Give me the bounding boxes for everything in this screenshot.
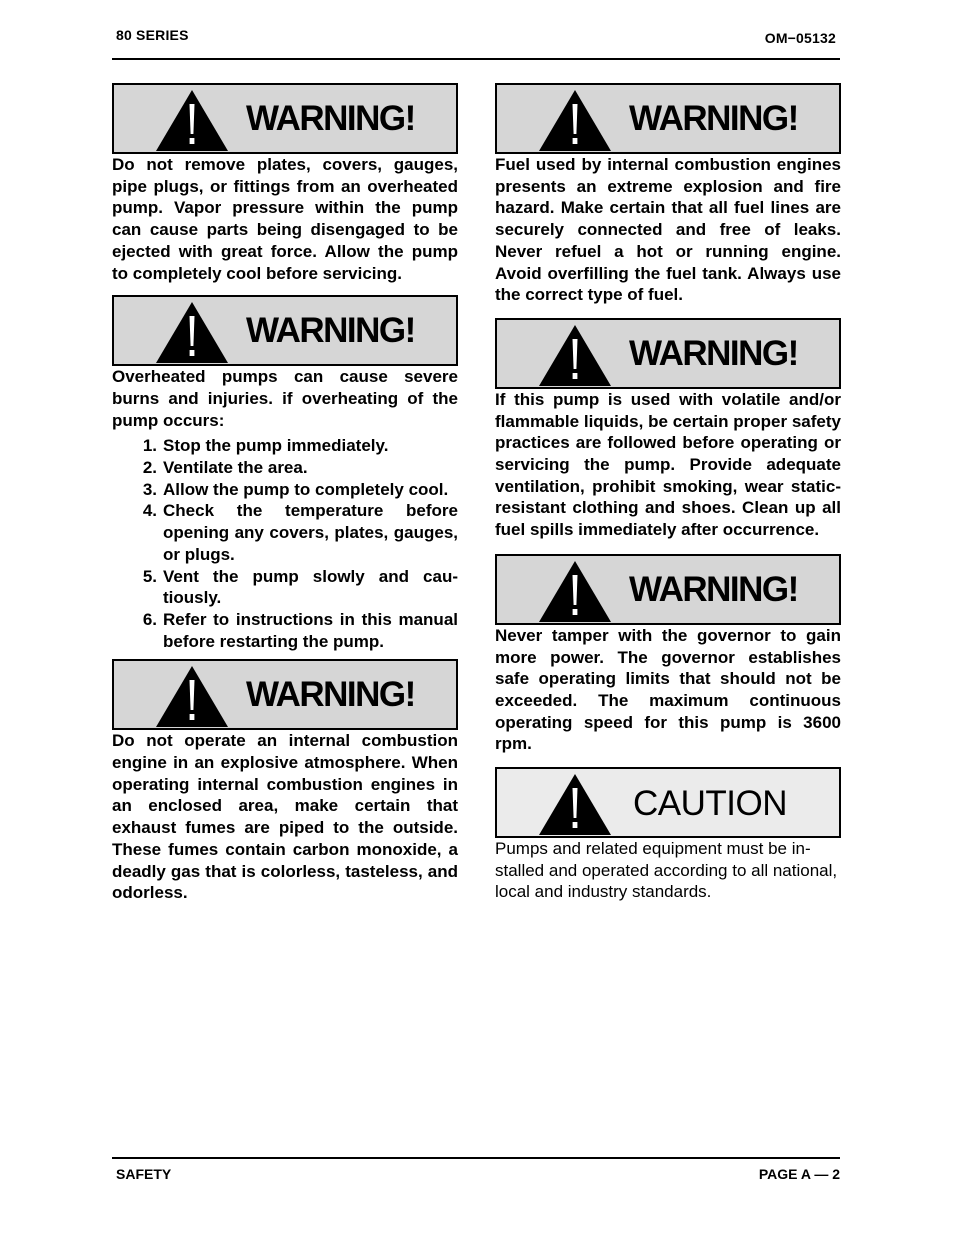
footer-rule (112, 1157, 840, 1159)
warning-triangle-icon (154, 300, 230, 364)
list-item (112, 435, 458, 457)
list-item (112, 500, 458, 565)
warning-triangle-icon (537, 323, 613, 387)
list-item (112, 609, 458, 652)
warning-triangle-icon (537, 88, 613, 152)
footer-section: SAFETY (116, 1166, 172, 1182)
step-text: Refer to instructions in this manual before restarting the pump. (163, 609, 458, 651)
warning-banner (112, 659, 458, 730)
warning-banner (112, 295, 458, 366)
warning-label: WARNING! (629, 569, 798, 609)
step-number: 5. (142, 566, 157, 586)
step-number: 4. (142, 501, 157, 521)
warning-triangle-icon (154, 664, 230, 728)
step-number: 2. (142, 458, 157, 478)
warning-triangle-icon (537, 772, 613, 836)
left-column (112, 83, 458, 904)
list-item (112, 479, 458, 501)
overheat-steps-list (112, 435, 458, 652)
warning-banner (495, 554, 841, 625)
footer-page-number: PAGE A — 2 (758, 1166, 840, 1182)
caution-banner (495, 767, 841, 838)
warning-label: WARNING! (629, 333, 798, 373)
step-text: Vent the pump slowly and cautiously. (163, 566, 458, 608)
list-item (112, 566, 458, 609)
step-text: Ventilate the area. (163, 458, 308, 478)
warning-triangle-icon (154, 88, 230, 152)
warning-banner (495, 318, 841, 389)
right-column (495, 83, 841, 903)
step-text: Stop the pump immediately. (163, 436, 389, 456)
warning-banner (495, 83, 841, 154)
step-text: Allow the pump to completely cool. (163, 479, 449, 499)
header-doc-number: OM−05132 (764, 30, 836, 46)
step-number: 6. (142, 609, 157, 629)
step-number: 3. (142, 479, 157, 499)
caution-label: CAUTION (633, 784, 787, 824)
step-text: Check the temperature before opening any covers, plates, gauges, or plugs. (163, 501, 458, 564)
warning-label: WARNING! (246, 99, 415, 138)
warning-label: WARNING! (629, 99, 798, 138)
warning-triangle-icon (537, 559, 613, 623)
warning-text: Overheated pumps can cause severe burns and injuries. if overheating of the pump occurs: (112, 367, 458, 430)
warning-label: WARNING! (246, 311, 415, 351)
warning-banner (112, 83, 458, 154)
warning-text: Do not remove plates, covers, gauges, pipe plugs, or fittings from an overheated pump. Vapor pressure within the pump can cause parts being disengaged to be ejected with great force. Allow the pump to completely cool before servicing. (112, 155, 458, 283)
header-rule (112, 58, 840, 60)
step-number: 1. (142, 436, 157, 456)
list-item (112, 457, 458, 479)
warning-label: WARNING! (246, 675, 415, 715)
warning-text: If this pump is used with volatile and/or flammable liquids, be certain proper safety practices are followed before operating or servicing the pump. Provide adequate ventilation, prohibit smoking, wear static-resistant clothing and shoes. Clean up all fuel spills immediately after occurrence. (495, 389, 841, 540)
warning-text: Do not operate an internal combustion engine in an explosive atmosphere. When operating internal combustion engines in an enclosed area, make certain that exhaust fumes are piped to the outside. These fumes contain carbon monoxide, a deadly gas that is colorless, tasteless, and odorless. (112, 731, 458, 903)
warning-text: Fuel used by internal combustion engines presents an extreme explosion and fire hazard. Make certain that all fuel lines are securely connected and free of leaks. Never refuel a hot or running engine. Avoid overfilling the fuel tank. Always use the correct type of fuel. (495, 155, 841, 305)
warning-text: Never tamper with the governor to gain more power. The governor establishes safe operating limits that should not be exceeded. The maximum continuous operating speed for this pump is 3600 rpm. (495, 625, 841, 754)
caution-text: Pumps and related equipment must be installed and operated according to all national, local and industry standards. (495, 839, 838, 902)
header-series: 80 SERIES (116, 27, 189, 43)
